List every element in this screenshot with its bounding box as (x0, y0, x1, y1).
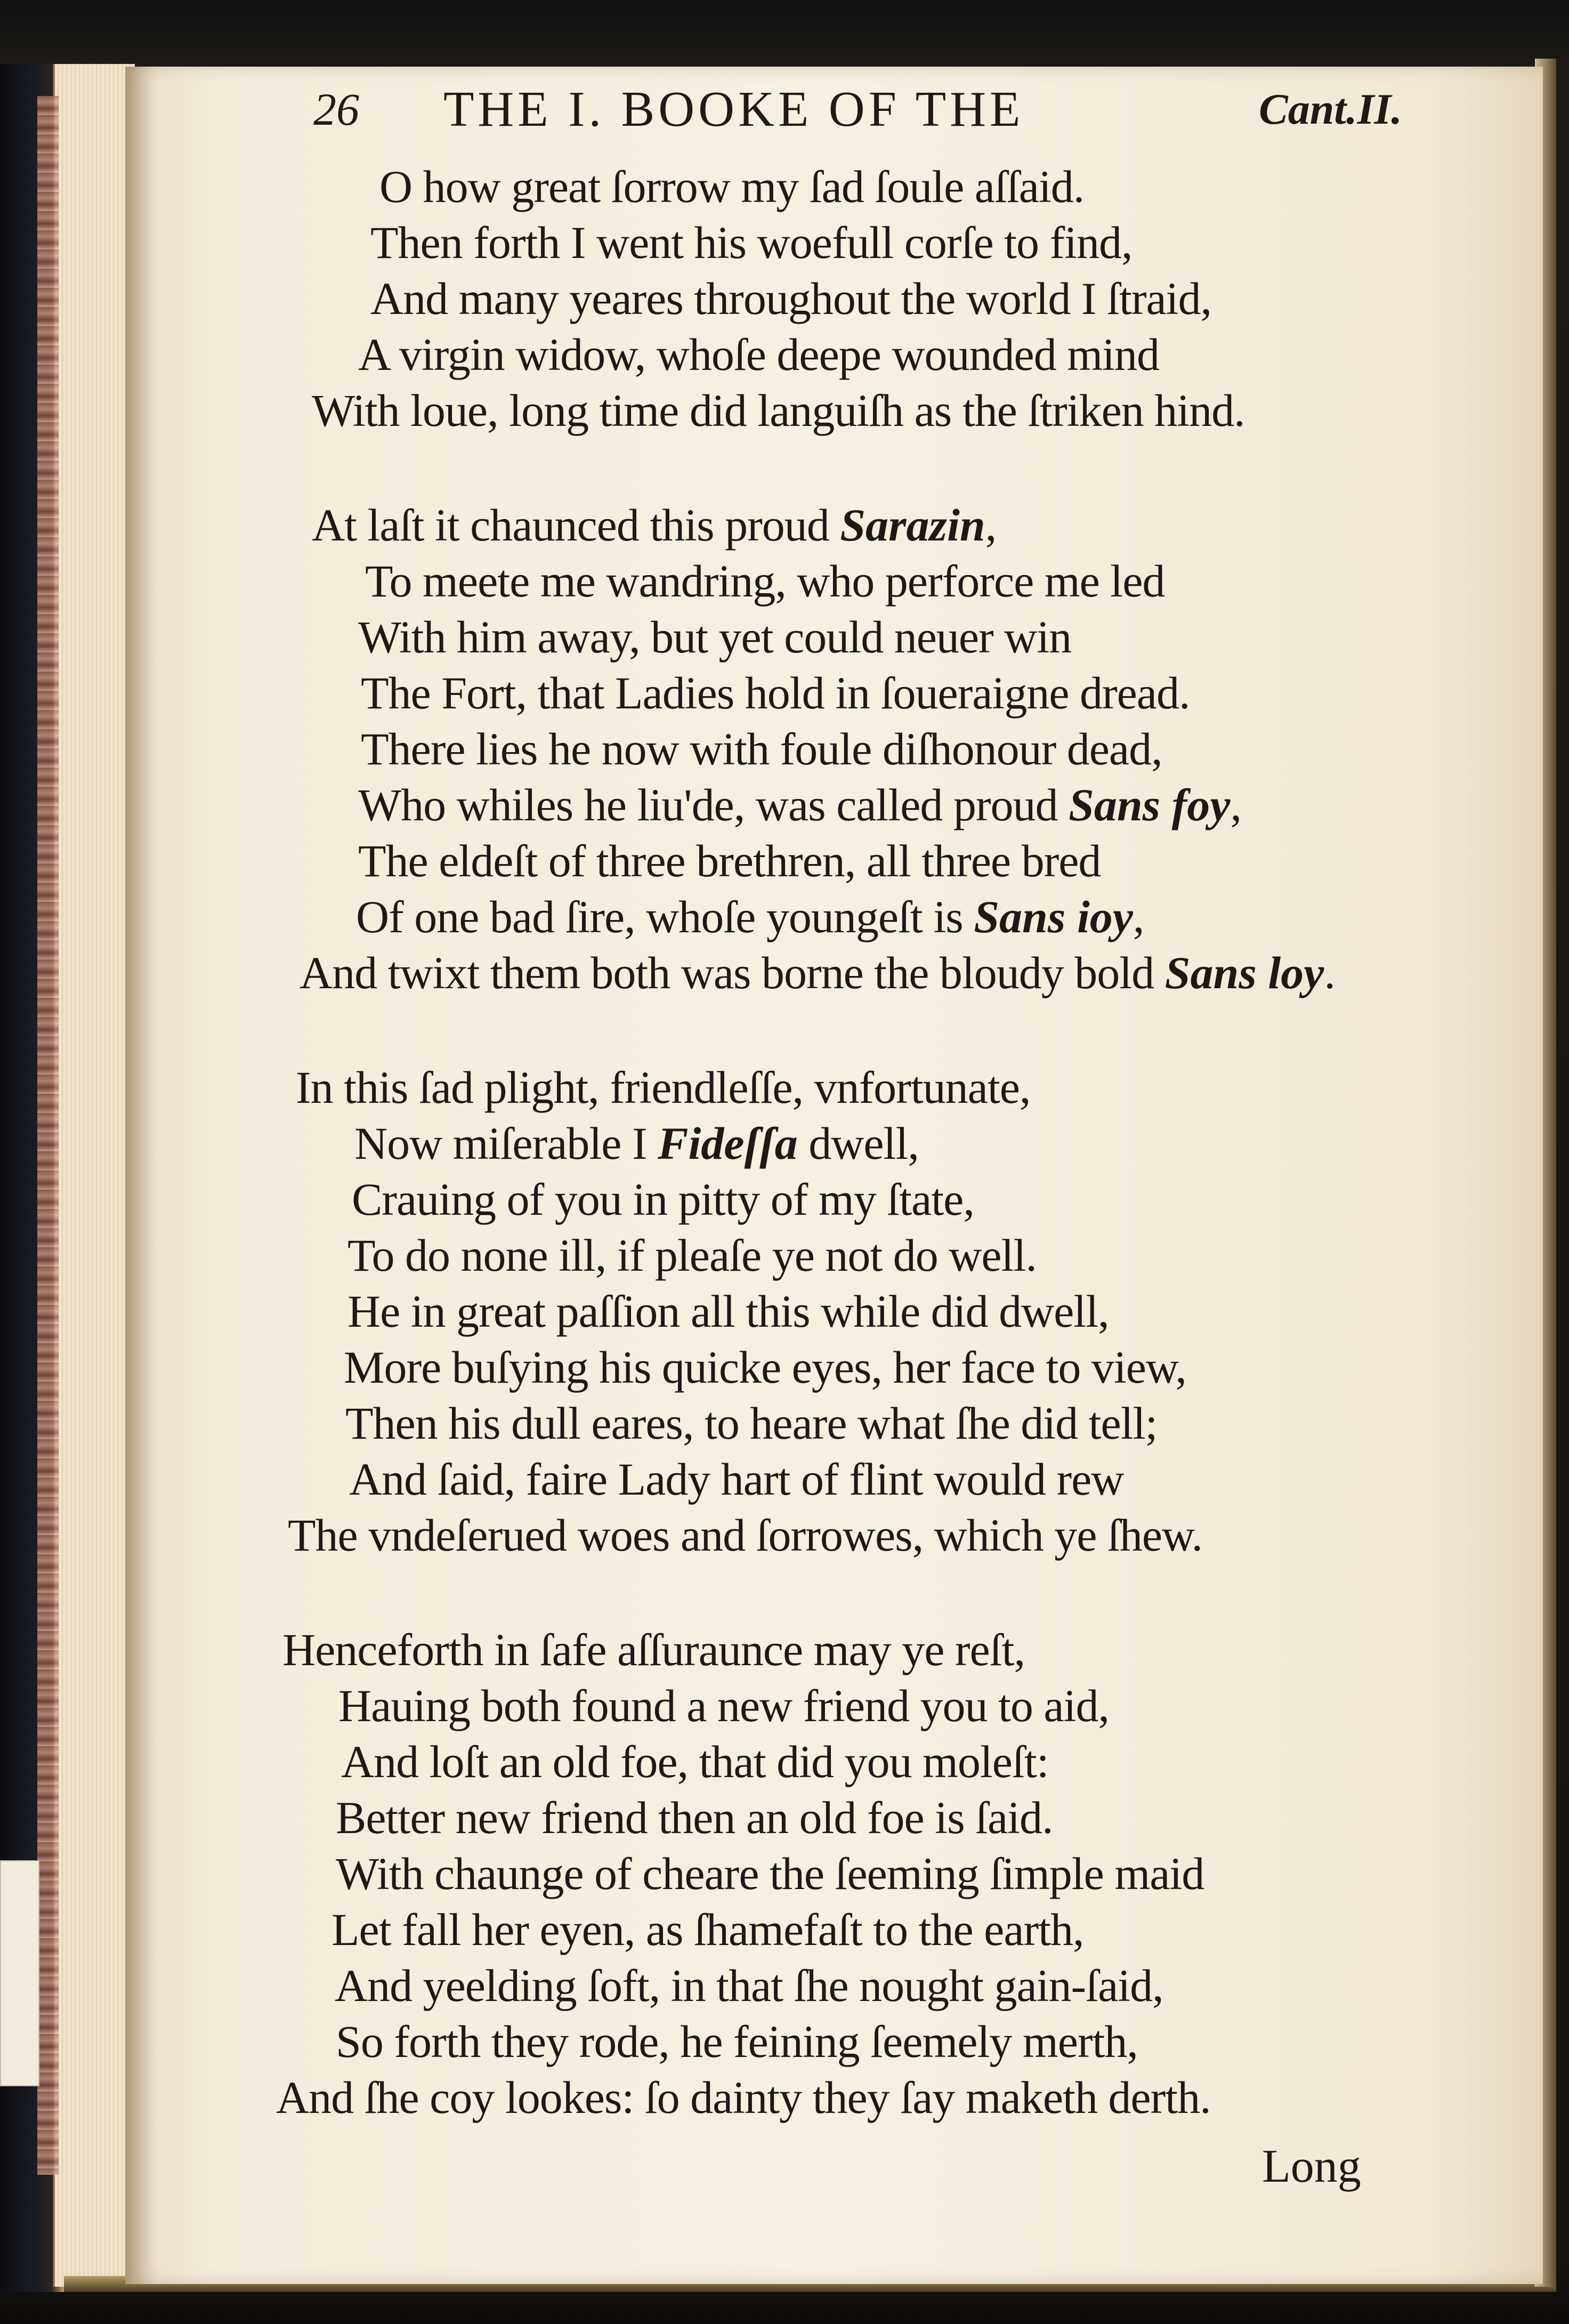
proper-name: Sans foy (1069, 779, 1231, 830)
canto-label: Cant.II. (1259, 85, 1402, 133)
stanza-1-line-1: O how great ſorrow my ſad ſoule aſſaid. (379, 161, 1085, 212)
running-title: THE I. BOOKE OF THE (443, 82, 1024, 137)
stanza-2-line-7: The eldeſt of three brethren, all three bred (358, 835, 1101, 886)
stanza-4-line-6: Let fall her eyen, as ſhamefaſt to the earth, (331, 1904, 1084, 1955)
stanza-3-line-8: And ſaid, faire Lady hart of flint would rew (349, 1454, 1124, 1505)
catchword: Long (1262, 2141, 1361, 2192)
stanza-1-line-4: A virgin widow, whoſe deepe wounded mind (358, 329, 1160, 380)
proper-name: Sarazin (840, 499, 985, 551)
stanza-4-line-3: And loſt an old foe, that did you moleſt: (341, 1736, 1049, 1787)
stanza-3-line-5: He in great paſſion all this while did dwell, (347, 1286, 1109, 1337)
page-number: 26 (313, 84, 359, 135)
stanza-2-line-2: To meete me wandring, who perforce me led (365, 555, 1165, 607)
stanza-4-line-2: Hauing both found a new friend you to aid, (338, 1680, 1109, 1731)
stanza-2-line-3: With him away, but yet could neuer win (358, 611, 1072, 663)
stanza-3-line-9: The vndeſerued woes and ſorrowes, which ye ſhew. (288, 1510, 1203, 1561)
stanza-3-line-1: In this ſad plight, friendleſſe, vnfortunate, (296, 1062, 1031, 1113)
stanza-1-line-5: With loue, long time did languiſh as the ſtriken hind. (312, 385, 1245, 436)
stanza-3-line-3: Crauing of you in pitty of my ſtate, (352, 1174, 974, 1225)
stanza-2-line-1: At laſt it chaunced this proud Sarazin, (312, 499, 997, 551)
stanza-1-line-3: And many yeares throughout the world I ſtraid, (370, 273, 1212, 324)
proper-name: Sans loy (1164, 947, 1324, 998)
stanza-2-line-4: The Fort, that Ladies hold in ſoueraigne dread. (361, 667, 1190, 719)
stanza-4-line-5: With chaunge of cheare the ſeeming ſimple maid (336, 1848, 1204, 1899)
stanza-2-line-5: There lies he now with foule diſhonour dead, (361, 723, 1162, 774)
stanza-2-line-8: Of one bad ſire, whoſe youngeſt is Sans ioy, (356, 891, 1144, 942)
stanza-4-line-1: Henceforth in ſafe aſſuraunce may ye reſt, (282, 1624, 1025, 1675)
stanza-3-line-6: More buſying his quicke eyes, her face to view, (344, 1342, 1186, 1393)
stanza-3-line-2: Now miſerable I Fideſſa dwell, (354, 1118, 919, 1169)
proper-name: Fideſſa (658, 1118, 798, 1169)
stanza-4-line-7: And yeelding ſoft, in that ſhe nought gain-ſaid, (335, 1960, 1163, 2011)
stanza-3-line-4: To do none ill, if pleaſe ye not do well. (347, 1230, 1037, 1281)
stanza-4-line-9: And ſhe coy lookes: ſo dainty they ſay maketh derth. (276, 2072, 1211, 2123)
stanza-4-line-4: Better new friend then an old foe is ſaid. (336, 1792, 1053, 1843)
stanza-2-line-6: Who whiles he liu'de, was called proud Sans foy, (358, 779, 1241, 830)
stanza-1-line-2: Then forth I went his woefull corſe to find, (370, 217, 1133, 268)
proper-name: Sans ioy (974, 891, 1133, 942)
stanza-4-line-8: So forth they rode, he feining ſeemely merth, (336, 2016, 1138, 2067)
stanza-3-line-7: Then his dull eares, to heare what ſhe did tell; (345, 1398, 1158, 1449)
stanza-2-line-9: And twixt them both was borne the bloudy bold Sans loy. (300, 947, 1335, 998)
